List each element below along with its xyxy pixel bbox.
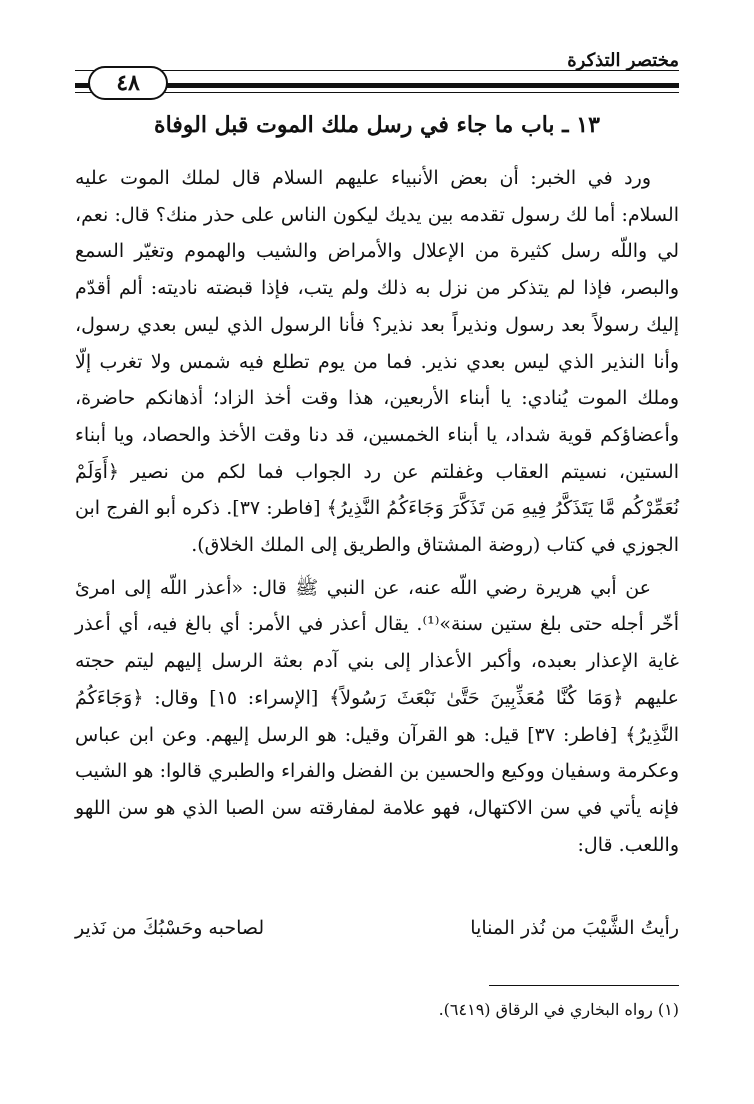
header-rule-bottom — [75, 92, 679, 93]
footnote: (١) رواه البخاري في الرقاق (٦٤١٩). — [438, 1000, 679, 1019]
header-rule-top — [75, 70, 679, 71]
poem-verse — [75, 917, 679, 939]
paragraph: ورد في الخبر: أن بعض الأنبياء عليهم السلام قال لملك الموت عليه السلام: أما لك رسول تقدمه بين يديك ليكون الناس على حذر منك؟ قال: نعم، لي واللّه رسل كثيرة من الإعلال والأمراض والشيب والهموم وتغيّر السمع والبصر، فإذا لم يتذكر من نزل به ذلك ولم يتب، فإذا قبضته ناديته: ألم أقدّم إليك رسولاً بعد رسول ونذيراً بعد نذير؟ فأنا الرسول الذي ليس بعدي رسول، وأنا النذير الذي ليس بعدي نذير. فما من يوم تطلع فيه شمس ولا تغرب إلّا وملك الموت يُنادي: يا أبناء الأربعين، هذا وقت أخذ الزاد؛ أذهانكم حاضرة، وأعضاؤكم قوية شداد، يا أبناء الخمسين، قد دنا وقت الأخذ والحصاد، ويا أبناء الستين، نسيتم العقاب وغفلتم عن رد الجواب فما لكم من نصير ﴿أَوَلَمْ نُعَمِّرْكُم مَّا يَتَذَكَّرُ فِيهِ مَن تَذَكَّرَ وَجَاءَكُمُ النَّذِيرُ﴾ [فاطر: ٣٧]. ذكره أبو الفرج ابن الجوزي في كتاب (روضة المشتاق والطريق إلى الملك الخلاق). — [75, 167, 679, 557]
page-number: ٤٨ — [116, 70, 140, 96]
footnote-rule — [489, 985, 679, 986]
page-number-badge — [88, 66, 168, 100]
running-head: مختصر التذكرة — [567, 50, 679, 71]
poem-hemistich-first: رأيتُ الشَّيْبَ من نُذر المنايا — [470, 917, 679, 939]
poem-hemistich-second: لصاحبه وحَسْبُكَ من نَذير — [75, 917, 265, 939]
paragraph: عن أبي هريرة رضي اللّه عنه، عن النبي ﷺ قال: «أعذر اللّه إلى امرئ أخّر أجله حتى بلغ ستين سنة»⁽¹⁾. يقال أعذر في الأمر: أي بالغ فيه، أي أعذر غاية الإعذار بعبده، وأكبر الأعذار إلى بني آدم بعثة الرسل إليهم ليتم حجته عليهم ﴿وَمَا كُنَّا مُعَذِّبِينَ حَتَّىٰ نَبْعَثَ رَسُولاً﴾ [الإسراء: ١٥] وقال: ﴿وَجَاءَكُمُ النَّذِيرُ﴾ [فاطر: ٣٧] قيل: هو القرآن وقيل: هو الرسل إليهم. وعن ابن عباس وعكرمة وسفيان ووكيع والحسين بن الفضل والفراء والطبري قالوا: هو الشيب فإنه يأتي في سن الاكتهال، فهو علامة لمفارقته سن الصبا الذي هو سن اللهو واللعب. قال: — [75, 576, 679, 856]
body-text — [75, 160, 679, 863]
chapter-title: ١٣ ـ باب ما جاء في رسل ملك الموت قبل الوفاة — [154, 112, 600, 138]
